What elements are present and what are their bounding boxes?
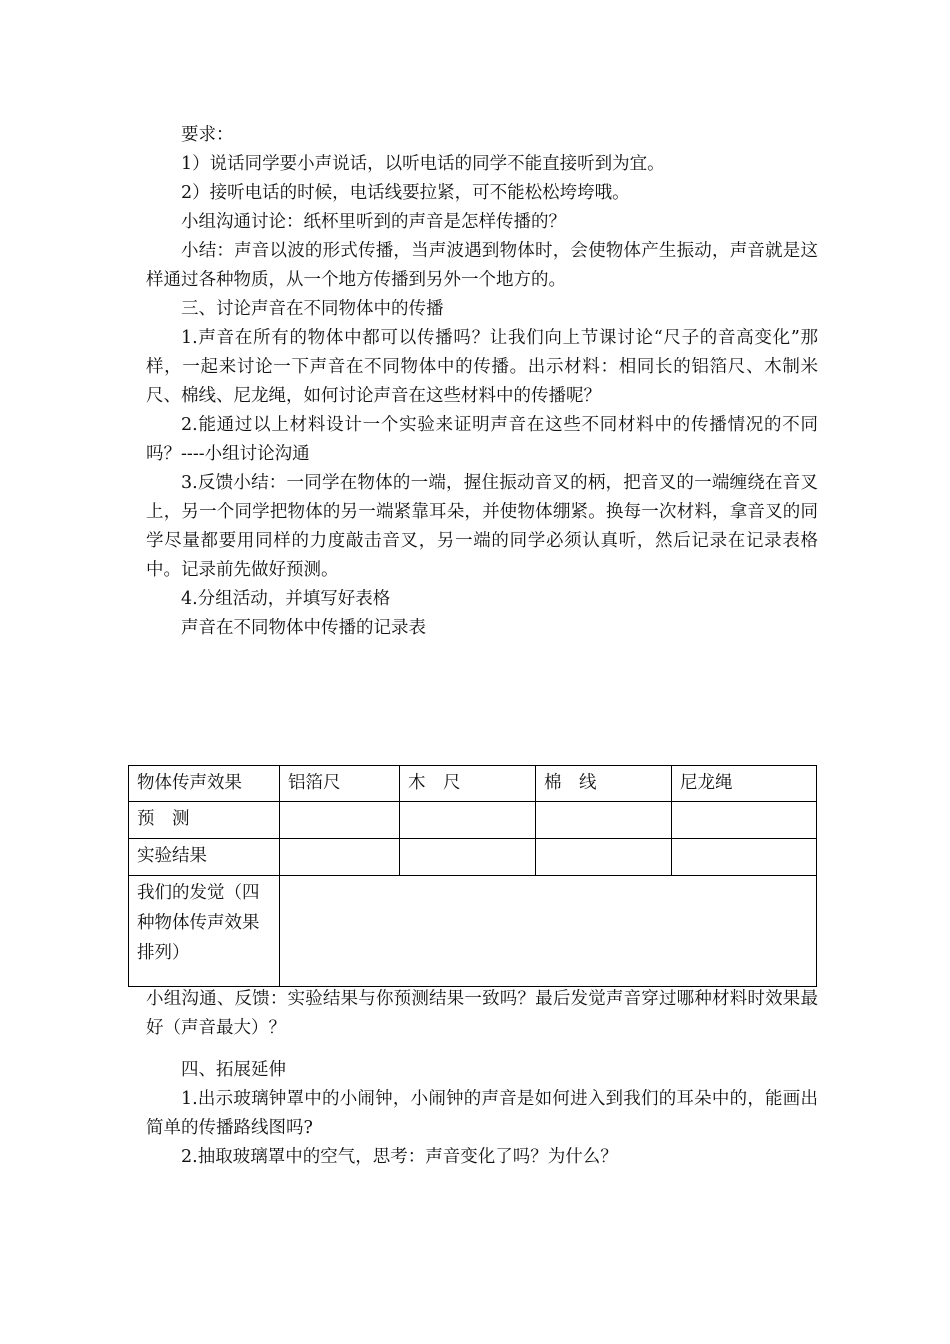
paragraph-summary: 小结：声音以波的形式传播，当声波遇到物体时，会使物体产生振动，声音就是这样通过各种物质，从一个地方传播到另外一个地方的。 [146, 241, 818, 290]
table-cell [400, 802, 536, 839]
table-cell [672, 839, 817, 876]
table-row-result [129, 839, 817, 876]
paragraph-extension-2: 2.抽取玻璃罩中的空气，思考：声音变化了吗？为什么？ [181, 1147, 618, 1167]
paragraph-feedback: 小组沟通、反馈：实验结果与你预测结果一致吗？最后发觉声音穿过哪种材料时效果最好（声音最大）？ [146, 989, 818, 1038]
table-cell [400, 839, 536, 876]
paragraph-req-2: 2）接听电话的时候，电话线要拉紧，可不能松松垮垮哦。 [181, 183, 630, 203]
paragraph-group-discussion: 小组沟通讨论：纸杯里听到的声音是怎样传播的？ [181, 212, 566, 232]
row-label-finding: 我们的发觉（四种物体传声效果排列） [129, 876, 280, 987]
table-row-predict [129, 802, 817, 839]
paragraph-item-2: 2.能通过以上材料设计一个实验来证明声音在这些不同材料中的传播情况的不同吗？----小组讨论沟通 [146, 415, 818, 464]
row-label-result: 实验结果 [129, 839, 280, 876]
paragraph-item-3: 3.反馈小结：一同学在物体的一端，握住振动音叉的柄，把音叉的一端缠绕在音叉上，另一个同学把物体的另一端紧靠耳朵，并使物体绷紧。换每一次材料，拿音叉的同学尽量都要用同样的力度敲击音叉，另一端的同学必须认真听，然后记录在记录表格中。记录前先做好预测。 [146, 473, 818, 580]
header-cell-wood-ruler: 木 尺 [400, 766, 536, 802]
heading-section-4: 四、拓展延伸 [181, 1060, 286, 1080]
table-header-row [129, 766, 817, 802]
header-cell-aluminum-ruler: 铝箔尺 [280, 766, 400, 802]
table-cell [672, 802, 817, 839]
record-table [128, 765, 817, 987]
header-cell-cotton-thread: 棉 线 [536, 766, 672, 802]
header-cell-nylon-rope: 尼龙绳 [672, 766, 817, 802]
paragraph-item-4: 4.分组活动，并填写好表格 [181, 589, 391, 609]
table-cell [280, 802, 400, 839]
table-cell-finding [280, 876, 817, 987]
paragraph-extension-1: 1.出示玻璃钟罩中的小闹钟，小闹钟的声音是如何进入到我们的耳朵中的，能画出简单的传播路线图吗? [146, 1089, 818, 1138]
table-caption: 声音在不同物体中传播的记录表 [181, 618, 426, 638]
table-cell [536, 839, 672, 876]
after-table-text [146, 985, 818, 1043]
table-row-finding [129, 876, 817, 987]
section-bottom [146, 1056, 818, 1172]
paragraph-req-1: 1）说话同学要小声说话，以听电话的同学不能直接听到为宜。 [181, 154, 665, 174]
table-cell [536, 802, 672, 839]
paragraph-item-1: 1.声音在所有的物体中都可以传播吗？让我们向上节课讨论“尺子的音高变化”那样，一起来讨论一下声音在不同物体中的传播。出示材料：相同长的铝箔尺、木制米尺、棉线、尼龙绳，如何讨论声音在这些材料中的传播呢？ [146, 328, 818, 406]
row-label-predict: 预 测 [129, 802, 280, 839]
heading-section-3: 三、讨论声音在不同物体中的传播 [181, 299, 444, 319]
header-cell-effect: 物体传声效果 [129, 766, 280, 802]
paragraph-requirements: 要求： [181, 125, 234, 145]
table-cell [280, 839, 400, 876]
section-top [146, 121, 818, 643]
